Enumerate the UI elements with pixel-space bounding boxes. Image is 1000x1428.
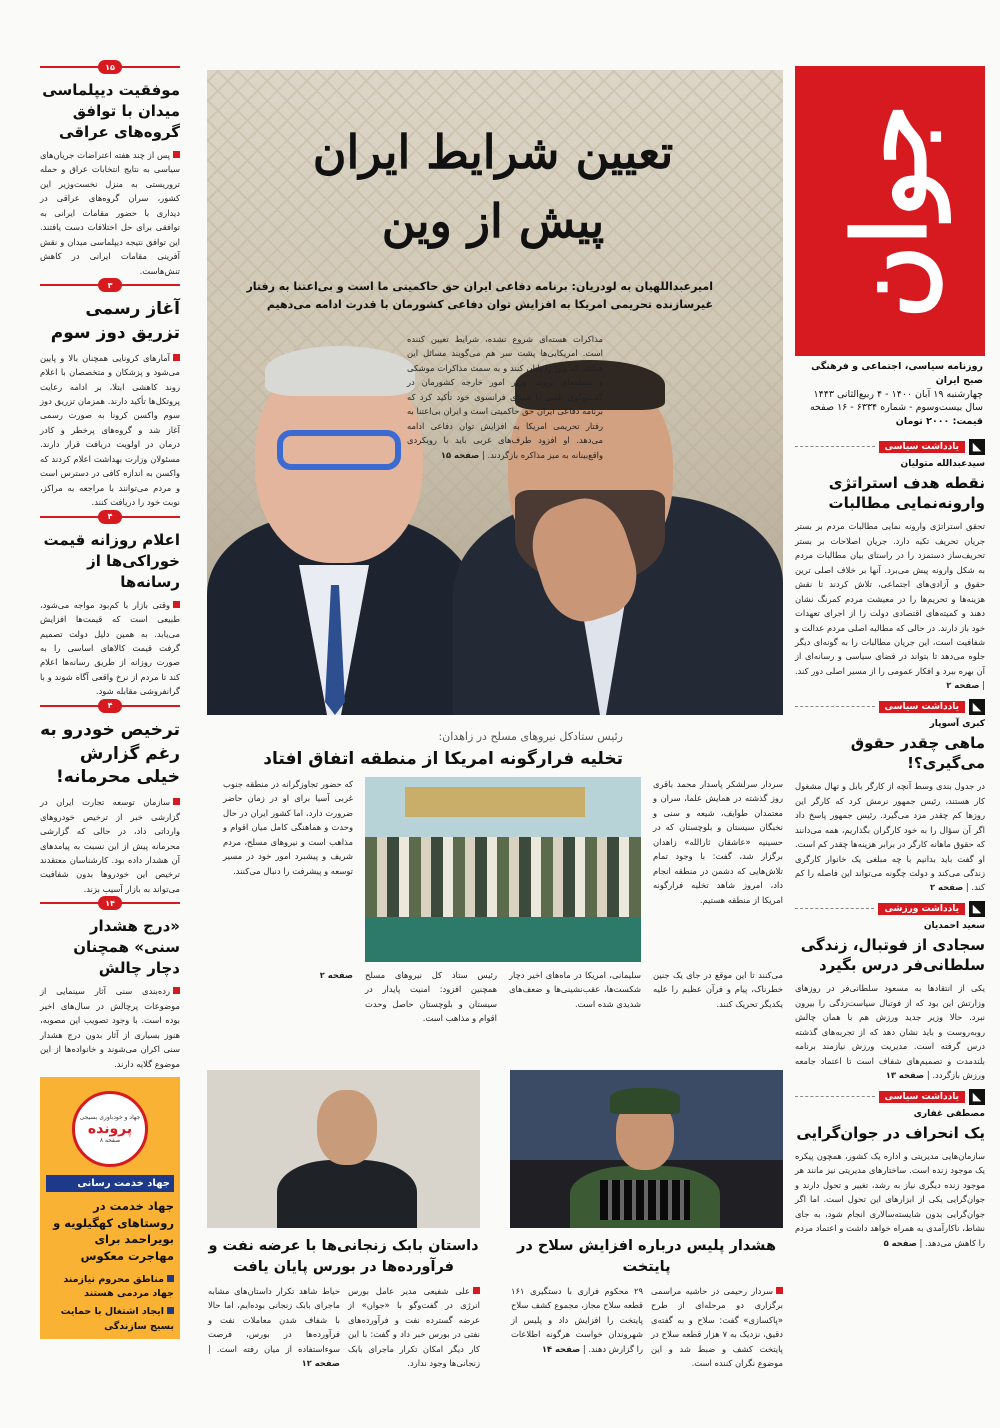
- brief-body: رده‌بندی سنی آثار سینمایی از موضوعات پرچالش در سال‌های اخیر بوده است. با وجود تصویب این مصوبه، هنوز بسیاری از آثار بدون درج هشدار سنی اکران می‌شوند و خانواده‌ها از این موضوع گلایه دارند.: [40, 986, 180, 1069]
- section-marker-icon: ◣: [969, 1089, 985, 1105]
- dashed-divider: [795, 446, 875, 447]
- dashed-divider: [795, 908, 874, 909]
- author-name: مصطفی غفاری: [913, 1108, 985, 1119]
- note-title[interactable]: یک انحراف در جوان‌گرایی: [796, 1123, 985, 1142]
- brief-title[interactable]: اعلام روزانه قیمت خوراکی‌ها از رسانه‌ها: [43, 530, 180, 591]
- green-carpet: [365, 917, 641, 962]
- note-title[interactable]: ماهی چقدر حقوق می‌گیری؟!: [850, 733, 985, 773]
- brief-title[interactable]: آغاز رسمی تزریق دوز سوم: [50, 299, 180, 343]
- brief-title[interactable]: «درج هشدار سنی» همچنان دچار چالش: [73, 917, 180, 978]
- bullet-square-icon: [173, 987, 180, 994]
- page-ref[interactable]: صفحه ۱۳: [885, 1070, 925, 1081]
- story-columns: [207, 1284, 480, 1371]
- hero-headline[interactable]: [263, 118, 723, 256]
- hero-lead-text: مذاکرات هسته‌ای شروع نشده، شرایط تعیین کننده است. امریکایی‌ها پشت سر هم می‌گویند مسائل این هستند که وین را پایان کنند و به سمت مذاکرات موشکی و منطقه‌ای بروند. وزیر امور خارجه کشورمان در گفت‌وگوی تلفنی با همتای فرانسوی خود تأکید کرد که برنامه دفاعی ایران حق حاکمیتی است و ایران بی‌اعتنا به رفتار تحریمی امریکا به افزایش توان دفاعی ادامه می‌دهد. او افزود طرف‌های غربی باید با رویکردی واقع‌بینانه به میز مذاکره بازگردند. | صفحه ۱۵: [407, 334, 603, 460]
- person-left-hair: [265, 346, 415, 396]
- section-label: یادداشت سیاسی: [879, 441, 965, 453]
- seal-page: صفحه ۸: [99, 1137, 121, 1145]
- masthead-price: قیمت: ۲۰۰۰ تومان: [895, 416, 983, 428]
- page-ref[interactable]: صفحه ۱۵: [440, 449, 480, 460]
- story-columns: [510, 1284, 783, 1371]
- zahedan-story: [207, 730, 783, 1030]
- note-1: [795, 439, 985, 693]
- section-band: [795, 1089, 985, 1105]
- story-body-a: سردار رحیمی در حاشیه مراسمی برگزاری دو مرحله‌ای از طرح «پاکسازی» گفت: سلاح و به گفته‌ی دقیق، نزدیک به ۷ هزار قطعه سلاح در پایتخت کشف و ضبط شد و این موضوع نگران کننده است.: [651, 1286, 784, 1369]
- hero-story: [207, 70, 783, 715]
- section-marker-icon: ◣: [969, 699, 985, 715]
- story-body-under-mid: سلیمانی، امریکا در ماه‌های اخیر دچار شکست‌ها، عقب‌نشینی‌ها و ضعف‌های شدیدی شده است.: [509, 970, 641, 1009]
- lower-stories: [207, 1070, 783, 1400]
- right-column: [795, 66, 985, 1391]
- story-kicker: رئیس ستادکل نیروهای مسلح در زاهدان:: [438, 730, 623, 743]
- bullet-square-icon: [167, 1307, 174, 1314]
- section-label: یادداشت سیاسی: [879, 1091, 965, 1103]
- page-number-pill[interactable]: ۱۵: [98, 60, 122, 74]
- promo-item: ایجاد اشتغال با حمایت بسیج سازندگی: [60, 1306, 174, 1332]
- story-lower-columns: [207, 968, 783, 1026]
- note-body: در جدول بندی وسط آنچه از کارگر بابل و تهال مشغول کار هستند، رئیس جمهور نرمش کرد که کارگر این روزها کم چقدر مزد می‌گیرد. رئیس جمهور پاسخ داد اگر آن سؤال را به خود کارگران بگذاریم، همه می‌دانند که حقوق ماهانه کارگر در برابر هزینه‌ها چقدر کم است. او گفت باید بدانیم با چه مبلغی یک خانوار کارگری زندگی می‌کند و دولت چگونه می‌تواند این فاصله را کم کند. | صفحه ۲: [795, 781, 985, 893]
- story-body-b: حیاط شاهد تکرار داستان‌های مشابه ماجرای بابک زنجانی بوده‌ایم، اما حالا با شفاف شدن معاملات نفت و فرآورده‌ها در بورس، فرصت سوءاستفاده از میان رفته است. | صفحه ۱۲: [208, 1286, 341, 1369]
- police-weapons-story: [510, 1070, 783, 1400]
- page-ref[interactable]: صفحه ۱۴: [541, 1343, 581, 1354]
- page-number-pill[interactable]: ۳: [98, 278, 122, 292]
- page-number-pill[interactable]: ۱۴: [98, 896, 122, 910]
- hero-subtitle: امیرعبداللهیان به لودریان: برنامه دفاعی ایران حق حاکمیتی ما است و بی‌اعتنا به رفتار غیرسازنده تحریمی امریکا به افزایش توان دفاعی کشورمان با قدرت ادامه می‌دهیم: [246, 280, 713, 311]
- dossier-seal: [72, 1091, 148, 1167]
- note-body: یکی از انتقادها به مسعود سلطانی‌فر در روزهای وزارتش این بود که از فوتبال سیاست‌زدگی را بیرون نبرد. حالا وزیر جدید ورزش هم با همان چالش روبه‌روست و باید نشان دهد که از تجربه‌های گذشته درس گرفته است. مدیریت ورزش نیازمند برنامه بلندمدت و تصمیم‌های شفاف است تا اعتماد جامعه ورزش بازگردد. | صفحه ۱۳: [795, 983, 985, 1081]
- left-column: [40, 62, 180, 1391]
- oil-exchange-story: [207, 1070, 480, 1400]
- hero-headline-line2: پیش از وین: [381, 194, 605, 248]
- note-body: تحقق استراتژی وارونه نمایی مطالبات مردم بر بستر جریان تحریف تکیه دارد. جریان اصلاحات بر بستر تحریف‌ساز دستمزد را در راستای بیان مطالبات مردم به شکل وارونه پیش می‌برد. آنها بر خلاف اصلی ترین حقوق و آزادی‌های اجتماعی، تلاش کردند تا نقش هزینه‌ها و تحریم‌ها را در معیشت مردم کمرنگ نشان دهند و کمیته‌های اقتصادی دولت را از اجرای تعهدات خود باز دارند. در حالی که مطالبه اصلی مردم عدالت و شفافیت است، این جریان مطالبات را به گونه‌ای دیگر جلوه می‌دهد تا بتواند در فضای سیاسی و رسانه‌ای از آن بهره ببرد و افکار عمومی را از مسیر اصلی دور کند. | صفحه ۲: [795, 521, 985, 691]
- section-marker-icon: ◣: [969, 439, 985, 455]
- bullet-square-icon: [167, 1275, 174, 1282]
- masthead-tagline: روزنامه سیاسی، اجتماعی و فرهنگی صبح ایران: [811, 361, 983, 386]
- bullet-square-icon: [473, 1287, 480, 1294]
- brief-body: پس از چند هفته اعتراضات جریان‌های سیاسی به نتایج انتخابات عراق و حمله تروریستی به منزل نخست‌وزیر این کشور، سران گروه‌های عراقی در دیداری با حضور مقامات ایرانی به توافقی برای حل اختلافات دست یافتند. این توافق نتیجه دیپلماسی میدان و نقش آفرینی مقامات ایرانی در کاهش تنش‌هاست.: [40, 150, 180, 276]
- police-cap-icon: [610, 1088, 680, 1114]
- story-columns: [207, 777, 783, 962]
- seal-caption: جهاد و خودباوری بسیجی: [79, 1114, 141, 1122]
- page-ref[interactable]: صفحه ۲: [929, 882, 964, 893]
- section-label: یادداشت ورزشی: [878, 903, 965, 915]
- audience-crowd: [365, 837, 641, 917]
- conference-hall-photo: [365, 777, 641, 962]
- note-4: [795, 1089, 985, 1250]
- page-ref[interactable]: صفحه ۲: [319, 970, 353, 980]
- left-brief-2: [40, 280, 180, 510]
- brief-body: آمارهای کرونایی همچنان بالا و پایین می‌شود و پزشکان و متخصصان با اعلام روند کاهشی ابتلا، بر ادامه رعایت پروتکل‌ها تأکید دارند. همزمان تزریق دوز سوم واکسن کرونا به صورت رسمی آغاز شد و گروه‌های پرخطر و کادر درمان در اولویت دریافت قرار دارند. مسئولان وزارت بهداشت اعلام کردند که واکسن به اندازه کافی در دسترس است و مردم می‌توانند با مراجعه به مراکز، نوبت خود را دریافت کنند.: [40, 352, 180, 508]
- promo-band: جهاد خدمت رسانی: [46, 1175, 174, 1192]
- center-area: [207, 70, 783, 1395]
- page-ref[interactable]: صفحه ۲: [946, 680, 980, 691]
- masthead-issue: سال بیست‌وسوم - شماره ۶۳۳۴ - ۱۶ صفحه: [809, 402, 983, 414]
- bullet-square-icon: [173, 151, 180, 158]
- left-brief-3: [40, 512, 180, 699]
- dashed-divider: [795, 706, 875, 707]
- bullet-square-icon: [173, 601, 180, 608]
- police-chief-photo: [510, 1070, 783, 1228]
- left-brief-5: [40, 898, 180, 1071]
- dossier-promo-box[interactable]: [40, 1077, 180, 1339]
- story-body-b: ۲۹ محکوم فراری با دستگیری ۱۶۱ قطعه سلاح مجاز، مجموع کشف سلاح پایتخت را افزایش داد و پلیس از شهروندان خواست هرگونه اطلاعات را گزارش دهند. | صفحه ۱۴: [511, 1286, 643, 1354]
- page-number-pill[interactable]: ۴: [98, 510, 122, 524]
- brief-body: وقتی بازار با کم‌بود مواجه می‌شود، طبیعی است که قیمت‌ها افزایش می‌یابد. به همین دلیل دولت تصمیم گرفت قیمت کالاهای اساسی را به صورت روزانه از طریق رسانه‌ها اعلام کند تا مردم از نرخ واقعی آگاه شوند و با گرانفروشی مقابله شود.: [40, 599, 180, 697]
- section-band: [795, 439, 985, 455]
- section-band: [795, 901, 985, 917]
- page-number-pill[interactable]: ۴: [98, 699, 122, 713]
- masthead-date: چهارشنبه ۱۹ آبان ۱۴۰۰ - ۴ ربیع‌الثانی ۱۴۴۳: [813, 388, 983, 400]
- story-body-under-left: رئیس ستاد کل نیروهای مسلح همچنین افزود: امنیت پایدار در سیستان و بلوچستان حاصل وحدت اقوام و مذاهب است.: [365, 970, 497, 1024]
- section-marker-icon: ◣: [969, 901, 985, 917]
- brief-title[interactable]: موفقیت دیپلماسی میدان با توافق گروه‌های عراقی: [42, 81, 180, 141]
- left-brief-4: [40, 701, 180, 897]
- note-3: [795, 901, 985, 1083]
- author-name: کبری آسوپار: [929, 718, 985, 729]
- dashed-divider: [795, 1096, 875, 1097]
- masthead-info: [795, 356, 985, 433]
- bullet-square-icon: [173, 798, 180, 805]
- bullet-square-icon: [776, 1287, 783, 1294]
- bullet-square-icon: [173, 354, 180, 361]
- note-2: [795, 699, 985, 895]
- section-band: [795, 699, 985, 715]
- brief-body: سازمان توسعه تجارت ایران در گزارشی خبر از ترخیص خودروهای وارداتی داد، در حالی که گزارشی محرمانه پیش از این نسبت به پیامدهای آن هشدار داده بود. کارشناسان معتقدند ترخیص این خودروها بدون شفافیت می‌تواند به بازار آسیب بزند.: [40, 797, 180, 894]
- microphones-icon: [600, 1180, 690, 1220]
- brief-title[interactable]: ترخیص خودرو به رغم گزارش خیلی محرمانه!: [40, 719, 180, 788]
- author-name: سعید احمدیان: [923, 920, 985, 931]
- page-ref[interactable]: صفحه ۱۲: [301, 1358, 340, 1369]
- hall-banner: [405, 787, 585, 817]
- left-brief-1: [40, 62, 180, 278]
- promo-item: مناطق محروم نیازمند جهاد مردمی هستند: [63, 1273, 174, 1300]
- masthead-logo-block: [795, 66, 985, 356]
- blue-glasses-icon: [277, 430, 401, 470]
- section-label: یادداشت سیاسی: [879, 701, 965, 713]
- masthead-logo: جوان: [831, 103, 949, 319]
- promo-headline: جهاد خدمت در روستاهای کهگیلویه و بویراحمد برای مهاجرت معکوس: [53, 1199, 174, 1264]
- note-title[interactable]: سجادی از فوتبال، زندگی سلطانی‌فر درس بگیرد: [800, 935, 985, 975]
- portrait-face: [317, 1090, 377, 1165]
- story-body-right: سردار سرلشکر پاسدار محمد باقری روز گذشته در همایش علما، سران و معتمدان طوایف، شیعه و سنی و نخبگان سیستان و بلوچستان که در حسینیه «عاشقان ثارالله» زاهدان برگزار شد، گفت: با وجود تمام تلاش‌هایی که دشمن در منطقه انجام داد، امروز شاهد تخلیه فرارگونه امریکا از منطقه هستیم.: [653, 779, 783, 905]
- story-body-under-right: می‌کنند تا این موقع در جای یک جنین خطرناک، پیام و فرآن عظیم را علیه یکدیگر تحریک کنند.: [653, 970, 783, 1009]
- page-ref[interactable]: صفحه ۵: [883, 1237, 917, 1248]
- note-title[interactable]: نقطه هدف استراتژی وارونه‌نمایی مطالبات: [828, 473, 985, 513]
- story-headline[interactable]: تخلیه فرارگونه امریکا از منطقه اتفاق افتاد: [263, 749, 623, 769]
- story-headline[interactable]: هشدار پلیس درباره افزایش سلاح در پایتخت: [516, 1238, 776, 1276]
- story-body-under-ref: [223, 968, 353, 1026]
- hero-headline-line1: تعیین شرایط ایران: [312, 125, 674, 179]
- story-body-left: که حضور تجاوزگرانه در منطقه جنوب غربی آسیا برای او در زمان حاضر ضرورت دارد، اما کشور ایران در حال وحدت و هماهنگی کامل میان اقوام و مذاهب است و نیروهای مسلح، مردم شریف و پیشبرد امور خود در مسیر توسعه و پیشرفت را دنبال می‌کنند.: [223, 779, 353, 876]
- author-name: سیدعبدالله متولیان: [900, 458, 985, 469]
- story-headline[interactable]: داستان بابک زنجانی‌ها با عرضه نفت و فرآورده‌ها در بورس پایان یافت: [208, 1238, 479, 1276]
- note-body: سازمان‌هایی مدیریتی و اداره یک کشور، همچون پیکره یک موجود زنده است. ساختارهای مدیریتی نیز مانند هر موجود زنده دیگری نیاز به رشد، تغییر و تحول دارند و جوان‌گرایی یکی از ابزارهای این تحول است. اما اگر جوان‌گرایی بدون شایسته‌سالاری انجام شود، به جای نشاط، ناکارآمدی به همراه خواهد داشت و اعتماد مردم را کاهش می‌دهد. | صفحه ۵: [795, 1150, 985, 1248]
- story-body-a: علی شفیعی مدیر عامل بورس انرژی در گفت‌وگو با «جوان» از عرضه گسترده نفت و فرآورده‌های نفتی در بورس خبر داد و گفت: با این کار دیگر امکان تکرار ماجرای بابک زنجانی‌ها وجود ندارد.: [348, 1286, 480, 1369]
- official-portrait-photo: [207, 1070, 480, 1228]
- seal-title: پرونده: [87, 1121, 133, 1138]
- portrait-suit: [277, 1160, 417, 1228]
